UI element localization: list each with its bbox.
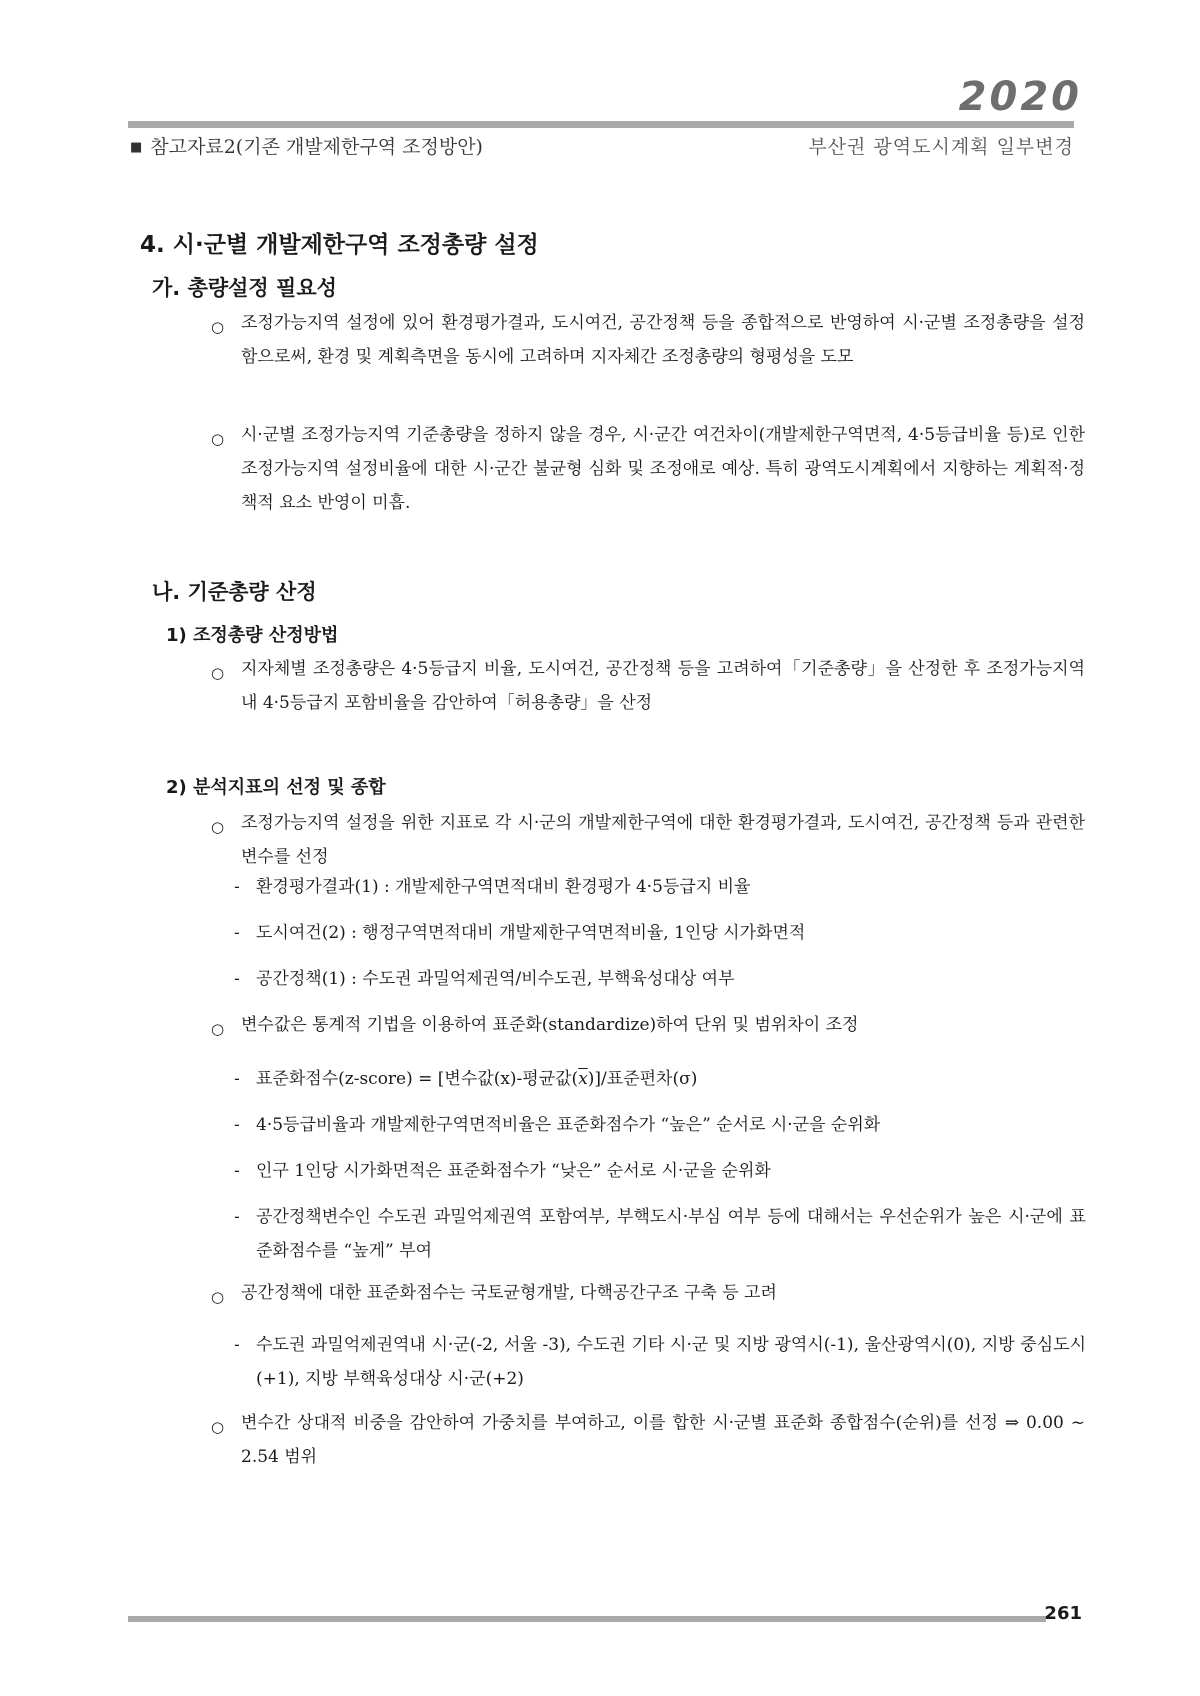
dash-bullet: - [234, 877, 240, 897]
section-title: 4. 시·군별 개발제한구역 조정총량 설정 [140, 232, 539, 258]
dash-bullet: - [234, 1335, 240, 1355]
item-2-title: 2) 분석지표의 선정 및 종합 [166, 777, 386, 798]
square-bullet-icon: ■ [130, 140, 143, 155]
paragraph-b2-3: 공간정책에 대한 표준화점수는 국토균형개발, 다핵공간구조 구축 등 고려 [241, 1283, 777, 1303]
dash-bullet: - [234, 923, 240, 943]
header-rule [128, 121, 1074, 128]
policy-scores: 수도권 과밀억제권역내 시·군(-2, 서울 -3), 수도권 기타 시·군 및 지방 광역시(-1), 울산광역시(0), 지방 중심도시(+1), 지방 부핵육성대상 시·군(+2) [256, 1335, 1086, 1389]
dash-bullet: - [234, 1161, 240, 1181]
variable-urban: 도시여건(2) : 행정구역면적대비 개발제한구역면적비율, 1인당 시가화면적 [256, 923, 806, 943]
page-number: 261 [1044, 1603, 1082, 1624]
zscore-formula-end: )]/표준편차(σ) [587, 1069, 698, 1089]
circle-bullet-icon: ○ [211, 318, 225, 336]
dash-bullet: - [234, 969, 240, 989]
paragraph-a2: 시·군별 조정가능지역 기준총량을 정하지 않을 경우, 시·군간 여건차이(개발제한구역면적, 4·5등급비율 등)로 인한 조정가능지역 설정비율에 대한 시·군간 불균형 심화 및 조정애로 예상. 특히 광역도시계획에서 지향하는 계획적·정책적 요소 반영이 미흡. [241, 425, 1085, 513]
zscore-formula-start: 표준화점수(z-score) = [변수값(x)-평균값( [256, 1069, 579, 1089]
running-header-right: 부산권 광역도시계획 일부변경 [808, 136, 1074, 158]
variable-environment: 환경평가결과(1) : 개발제한구역면적대비 환경평가 4·5등급지 비율 [256, 877, 751, 897]
subsection-a-title: 가. 총량설정 필요성 [152, 276, 337, 300]
circle-bullet-icon: ○ [211, 818, 225, 836]
circle-bullet-icon: ○ [211, 1020, 225, 1038]
paragraph-b2-4: 변수간 상대적 비중을 감안하여 가중치를 부여하고, 이를 합한 시·군별 표준화 종합점수(순위)를 선정 ⇒ 0.00 ~ 2.54 범위 [241, 1413, 1085, 1467]
variable-policy: 공간정책(1) : 수도권 과밀억제권역/비수도권, 부핵육성대상 여부 [256, 969, 735, 989]
subsection-b-title: 나. 기준총량 산정 [152, 580, 317, 604]
running-header-left [130, 132, 483, 159]
ranking-rule-policy: 공간정책변수인 수도권 과밀억제권역 포함여부, 부핵도시·부심 여부 등에 대해서는 우선순위가 높은 시·군에 표준화점수를 “높게” 부여 [256, 1207, 1086, 1261]
paragraph-b1: 지자체별 조정총량은 4·5등급지 비율, 도시여건, 공간정책 등을 고려하여「기준총량」을 산정한 후 조정가능지역내 4·5등급지 포함비율을 감안하여「허용총량」을 산정 [241, 659, 1085, 713]
dash-bullet: - [234, 1069, 240, 1089]
circle-bullet-icon: ○ [211, 1418, 225, 1436]
zscore-formula [256, 1062, 1086, 1096]
running-header-title: 참고자료2(기존 개발제한구역 조정방안) [150, 136, 483, 158]
paragraph-a1: 조정가능지역 설정에 있어 환경평가결과, 도시여건, 공간정책 등을 종합적으로 반영하여 시·군별 조정총량을 설정함으로써, 환경 및 계획측면을 동시에 고려하며 지자체간 조정총량의 형평성을 도모 [241, 313, 1085, 367]
item-1-title: 1) 조정총량 산정방법 [166, 625, 339, 646]
dash-bullet: - [234, 1207, 240, 1227]
footer-rule [128, 1616, 1046, 1622]
circle-bullet-icon: ○ [211, 1288, 225, 1306]
circle-bullet-icon: ○ [211, 664, 225, 682]
ranking-rule-high: 4·5등급비율과 개발제한구역면적비율은 표준화점수가 “높은” 순서로 시·군을 순위화 [256, 1115, 881, 1135]
paragraph-b2-1: 조정가능지역 설정을 위한 지표로 각 시·군의 개발제한구역에 대한 환경평가결과, 도시여건, 공간정책 등과 관련한 변수를 선정 [241, 813, 1085, 867]
ranking-rule-low: 인구 1인당 시가화면적은 표준화점수가 “낮은” 순서로 시·군을 순위화 [256, 1161, 771, 1181]
mean-symbol: $\overline{x}$ [578, 1069, 588, 1089]
paragraph-b2-2: 변수값은 통계적 기법을 이용하여 표준화(standardize)하여 단위 및 범위차이 조정 [241, 1015, 859, 1035]
document-year: 2020 [958, 74, 1082, 120]
circle-bullet-icon: ○ [211, 430, 225, 448]
dash-bullet: - [234, 1115, 240, 1135]
